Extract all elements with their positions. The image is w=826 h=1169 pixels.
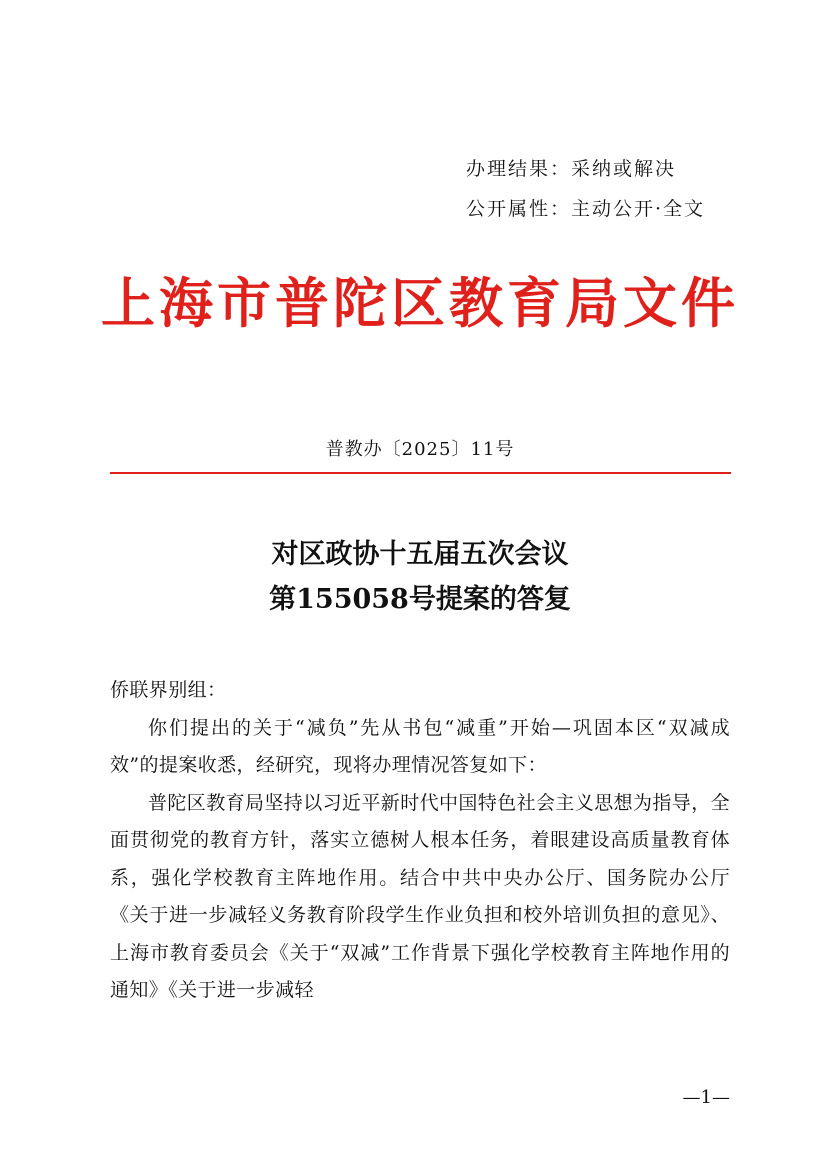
document-body xyxy=(110,672,730,1010)
addressee: 侨联界别组： xyxy=(110,679,227,701)
page-number: —1— xyxy=(682,1087,730,1108)
document-number: 普教办〔2025〕11号 xyxy=(325,439,515,460)
document-title-line-2: 第155058号提案的答复 xyxy=(269,584,571,615)
document-title-line-1: 对区政协十五届五次会议 xyxy=(271,539,569,570)
paragraph-main: 普陀区教育局坚持以习近平新时代中国特色社会主义思想为指导，全面贯彻党的教育方针，落实立德树人根本任务，着眼建设高质量教育体系，强化学校教育主阵地作用。结合中共中央办公厅、国务院办公厅《关于进一步减轻义务教育阶段学生作业负担和校外培训负担的意见》、上海市教育委员会《关于“双减”工作背景下强化学校教育主阵地作用的通知》《关于进一步减轻 xyxy=(110,791,731,1001)
red-divider xyxy=(110,472,731,474)
disclosure-attribute: 公开属性：主动公开·全文 xyxy=(466,198,706,220)
issuer-heading: 上海市普陀区教育局文件 xyxy=(101,271,739,335)
handling-result: 办理结果：采纳或解决 xyxy=(466,158,677,180)
paragraph-intro: 你们提出的关于“减负”先从书包“减重”开始—巩固本区“双减成效”的提案收悉，经研究，现将办理情况答复如下： xyxy=(110,716,730,776)
